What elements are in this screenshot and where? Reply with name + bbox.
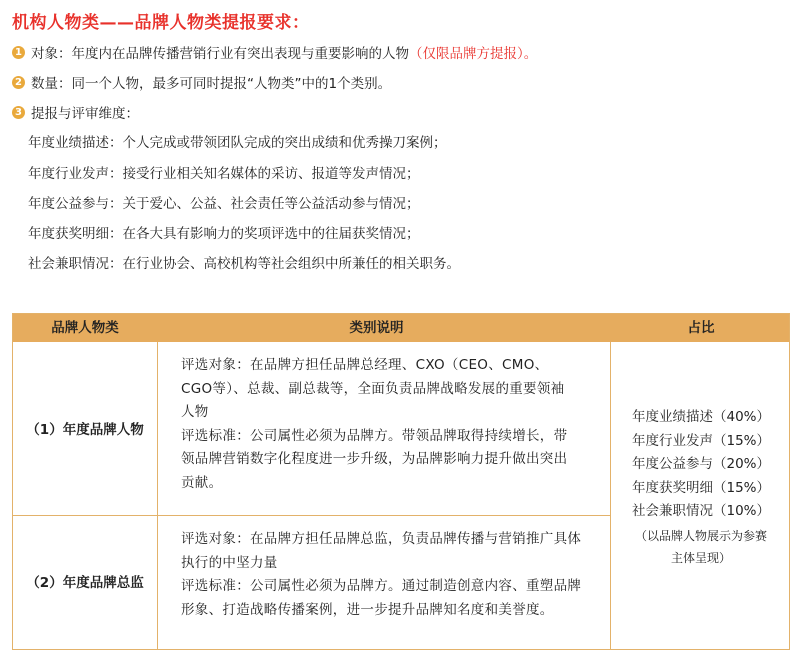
requirement-highlight: （仅限品牌方提报）。 [409, 46, 538, 62]
dimension-item: 社会兼职情况：在行业协会、高校机构等社会组织中所兼任的相关职务。 [28, 256, 460, 272]
category-table [12, 313, 790, 650]
dimension-item: 年度业绩描述：个人完成或带领团队完成的突出成绩和优秀操刀案例； [28, 135, 447, 151]
number-badge-icon: 1 [12, 46, 25, 59]
description-line: 人物 [181, 404, 209, 420]
description-line: 评选对象：在品牌方担任品牌总监，负责品牌传播与营销推广具体 [181, 531, 582, 547]
requirement-item-2 [12, 72, 391, 92]
table-row-description [181, 528, 596, 622]
description-line: 评选标准：公司属性必须为品牌方。带领品牌取得持续增长，带 [181, 427, 568, 444]
table-row-category: （1）年度品牌人物 [26, 422, 144, 438]
page-title: 机构人物类——品牌人物类提报要求： [12, 13, 310, 33]
header-description: 类别说明 [349, 320, 404, 336]
dimension-item: 年度公益参与：关于爱心、公益、社会责任等公益活动参与情况； [28, 196, 420, 212]
ratio-note-line: 主体呈现） [670, 551, 731, 565]
number-badge-icon: 3 [12, 106, 25, 119]
requirement-text: 提报与评审维度： [31, 106, 139, 122]
divider [157, 515, 611, 516]
requirement-item-1 [12, 42, 537, 62]
description-line: 评选对象：在品牌方担任品牌总经理、CXO（CEO、CMO、 [181, 357, 549, 373]
table-header [13, 314, 789, 342]
number-badge-icon: 2 [12, 76, 25, 89]
ratio-list [611, 406, 791, 524]
dimension-item: 年度获奖明细：在各大具有影响力的奖项评选中的往届获奖情况； [28, 226, 420, 242]
table-row-description [181, 354, 596, 495]
description-line: 评选标准：公司属性必须为品牌方。通过制造创意内容、重塑品牌 [181, 578, 582, 594]
header-category: 品牌人物类 [51, 320, 119, 336]
divider [157, 342, 158, 649]
ratio-item: 年度公益参与（20%） [631, 456, 770, 472]
ratio-item: 年度获奖明细（15%） [631, 479, 770, 496]
ratio-note [611, 525, 791, 569]
description-line: 执行的中坚力量 [181, 554, 278, 571]
description-line: 贡献。 [181, 474, 223, 491]
requirement-item-3 [12, 102, 139, 122]
ratio-item: 年度行业发声（15%） [631, 432, 770, 449]
table-row-category: （2）年度品牌总监 [26, 575, 144, 591]
description-line: 领品牌营销数字化程度进一步升级，为品牌影响力提升做出突出 [181, 451, 568, 467]
description-line: 形象、打造战略传播案例，进一步提升品牌知名度和美誉度。 [181, 601, 554, 618]
header-ratio: 占比 [687, 320, 715, 336]
requirement-text: 数量：同一个人物，最多可同时提报“人物类”中的1个类别。 [31, 76, 392, 92]
ratio-item: 社会兼职情况（10%） [631, 503, 770, 519]
divider [13, 515, 158, 516]
dimension-item: 年度行业发声：接受行业相关知名媒体的采访、报道等发声情况； [28, 166, 420, 182]
ratio-note-line: （以品牌人物展示为参赛 [634, 529, 767, 543]
requirement-text: 对象：年度内在品牌传播营销行业有突出表现与重要影响的人物 [31, 46, 409, 62]
description-line: CGO等）、总裁、副总裁等，全面负责品牌战略发展的重要领袖 [181, 380, 565, 397]
ratio-item: 年度业绩描述（40%） [631, 409, 770, 425]
